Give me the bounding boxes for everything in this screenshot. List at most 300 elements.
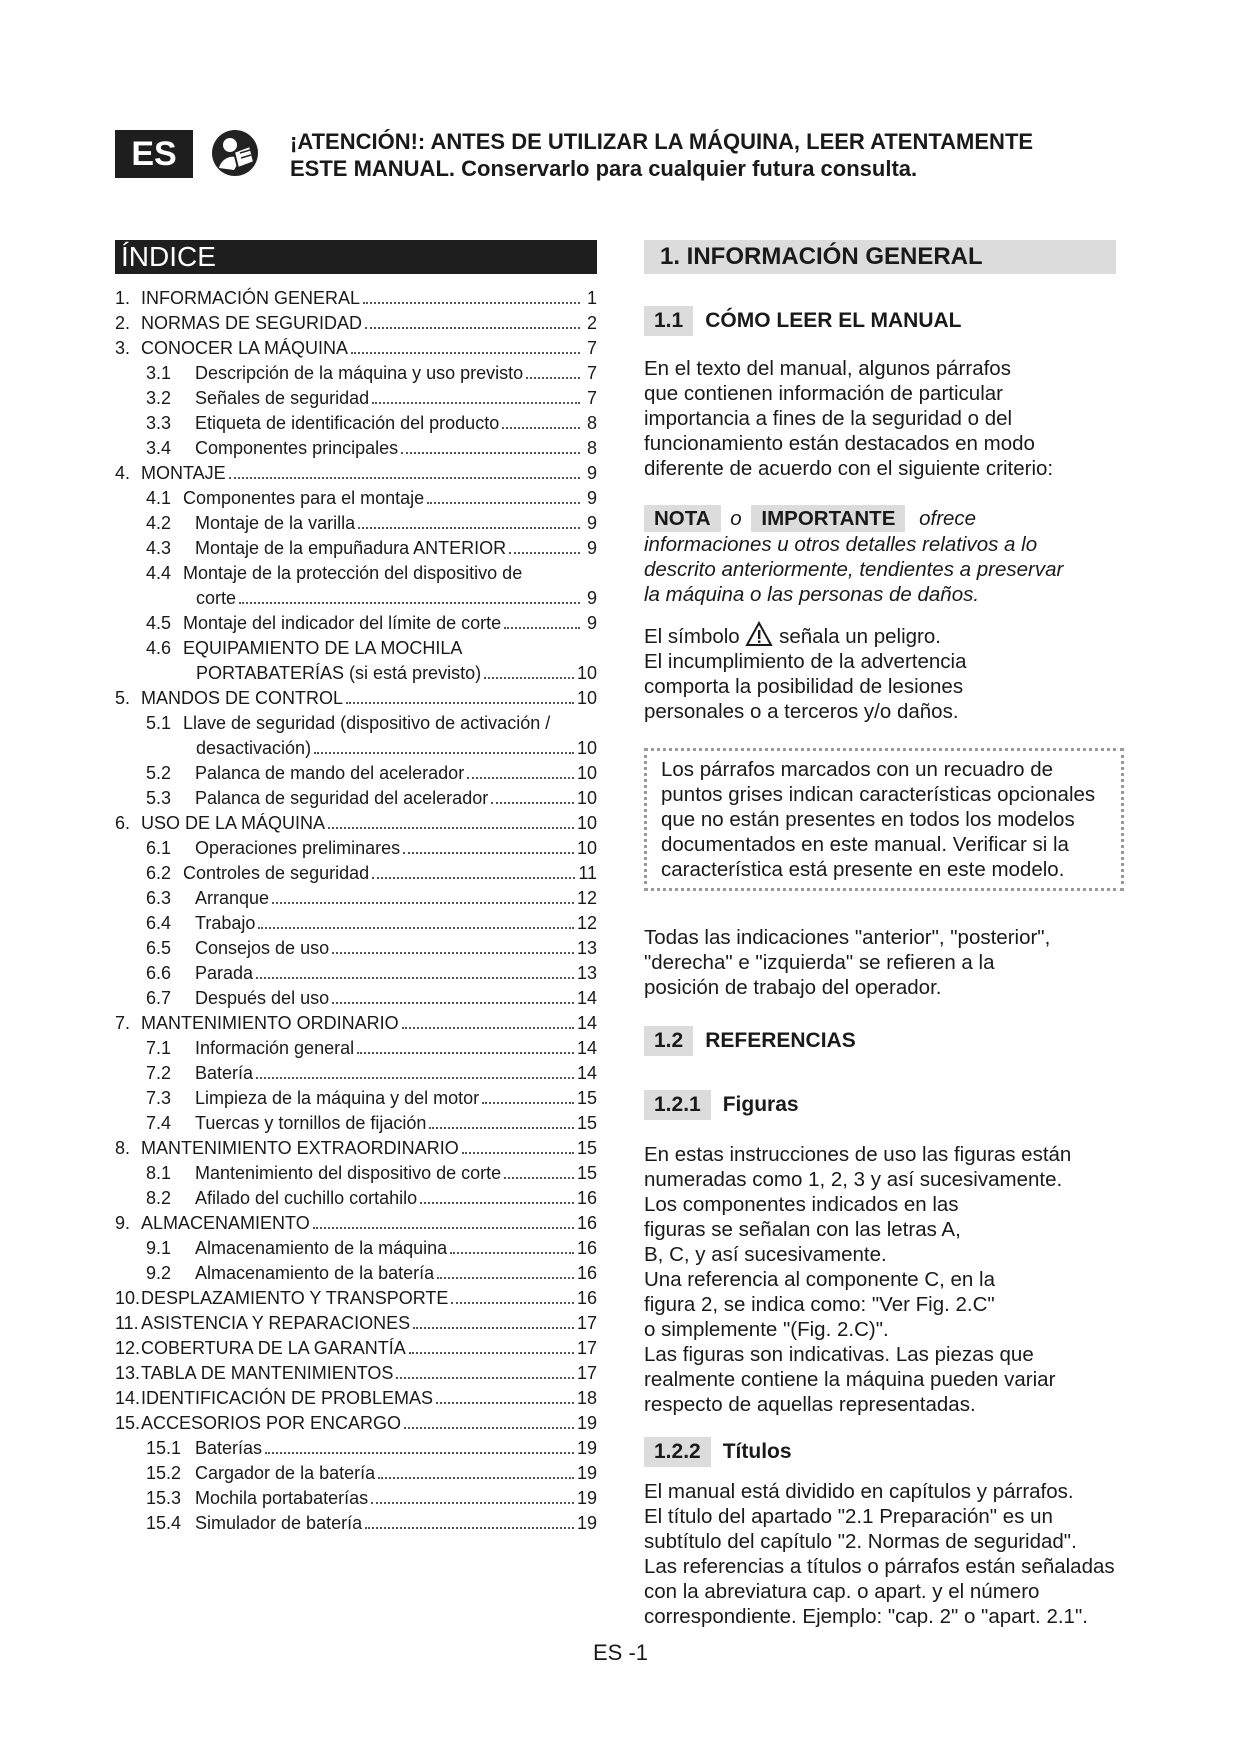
toc-entry-page: 10	[576, 838, 597, 858]
toc-entry	[115, 386, 597, 411]
toc-entry	[115, 1311, 597, 1336]
toc-leader-dots	[265, 1452, 574, 1454]
toc-entry	[115, 1036, 597, 1061]
toc-entry-page: 18	[576, 1388, 597, 1408]
toc-entry-number: 2.	[115, 313, 131, 333]
toc-entry-number: 9.2	[146, 1263, 172, 1283]
toc-leader-dots	[509, 552, 580, 554]
toc-leader-dots	[272, 902, 574, 904]
toc-entry-number: 6.3	[146, 888, 172, 908]
toc-entry-title: Consejos de uso	[195, 938, 330, 958]
toc-entry-page: 19	[576, 1438, 597, 1458]
toc-entry-page: 14	[576, 1038, 597, 1058]
toc-entry	[115, 1286, 597, 1311]
toc-entry-page: 14	[576, 988, 597, 1008]
subsection-title: Títulos	[722, 1440, 792, 1463]
important-tag: IMPORTANTE	[751, 505, 905, 532]
toc-entry-page: 17	[576, 1363, 597, 1383]
toc-entry-number: 5.2	[146, 763, 172, 783]
index-column	[115, 240, 597, 1536]
text-line: personales o a terceros y/o daños.	[644, 700, 959, 723]
toc-entry	[115, 1111, 597, 1136]
text-line: subtítulo del capítulo "2. Normas de seguridad".	[644, 1530, 1077, 1553]
text-line: o simplemente "(Fig. 2.C)".	[644, 1318, 889, 1341]
toc-entry	[115, 586, 597, 611]
toc-entry-page: 1	[586, 288, 597, 308]
toc-entry	[115, 286, 597, 311]
toc-entry-number: 15.2	[146, 1463, 182, 1483]
toc-leader-dots	[451, 1302, 574, 1304]
note-important-paragraph	[644, 505, 1124, 607]
text-line: El incumplimiento de la advertencia	[644, 650, 967, 673]
toc-leader-dots	[482, 1102, 574, 1104]
toc-entry-page: 14	[576, 1013, 597, 1033]
text-line: El título del apartado "2.1 Preparación" es un	[644, 1505, 1053, 1528]
toc-entry-page: 10	[576, 738, 597, 758]
toc-entry-title: MANTENIMIENTO EXTRAORDINARIO	[141, 1138, 459, 1158]
toc-entry-page: 15	[576, 1088, 597, 1108]
toc-entry-page: 14	[576, 1063, 597, 1083]
toc-entry-title: TABLA DE MANTENIMIENTOS	[141, 1363, 394, 1383]
toc-entry-number: 6.7	[146, 988, 172, 1008]
toc-entry	[115, 961, 597, 986]
toc-leader-dots	[491, 802, 574, 804]
figures-paragraph	[644, 1142, 1124, 1417]
toc-entry-page: 19	[576, 1413, 597, 1433]
text-line: figura 2, se indica como: "Ver Fig. 2.C"	[644, 1293, 995, 1316]
toc-entry	[115, 661, 597, 686]
toc-entry-title: Componentes principales	[195, 438, 399, 458]
toc-entry-number: 9.1	[146, 1238, 172, 1258]
toc-entry-page: 9	[586, 463, 597, 483]
toc-entry-page: 12	[576, 888, 597, 908]
toc-entry-title: Batería	[195, 1063, 254, 1083]
page-header	[115, 128, 1115, 188]
toc-leader-dots	[332, 952, 574, 954]
subsection-title: Figuras	[722, 1093, 799, 1116]
toc-entry-number: 4.6	[146, 638, 172, 658]
toc-entry	[115, 611, 597, 636]
toc-entry	[115, 1211, 597, 1236]
toc-entry-number: 7.4	[146, 1113, 172, 1133]
toc-entry-page: 17	[576, 1313, 597, 1333]
toc-entry-page: 7	[586, 363, 597, 383]
note-line: descrito anteriormente, tendientes a preservar	[644, 558, 1064, 581]
toc-entry	[115, 1511, 597, 1536]
toc-entry-page: 19	[576, 1513, 597, 1533]
toc-entry-page: 15	[576, 1113, 597, 1133]
toc-entry	[115, 511, 597, 536]
text-line: Todas las indicaciones "anterior", "posterior",	[644, 926, 1051, 949]
toc-entry-title: Arranque	[195, 888, 270, 908]
text-line: correspondiente. Ejemplo: "cap. 2" o "apart. 2.1".	[644, 1605, 1088, 1628]
toc-entry	[115, 1261, 597, 1286]
toc-leader-dots	[239, 602, 580, 604]
text-line: Los párrafos marcados con un recuadro de	[661, 758, 1054, 781]
toc-entry-page: 10	[576, 688, 597, 708]
toc-entry-title: Información general	[195, 1038, 355, 1058]
toc-leader-dots	[258, 927, 574, 929]
symbol-text-after: señala un peligro.	[779, 625, 941, 648]
toc-entry-page: 15	[576, 1138, 597, 1158]
toc-entry-title: Mochila portabaterías	[195, 1488, 369, 1508]
toc-entry	[115, 836, 597, 861]
toc-entry-title: Cargador de la batería	[195, 1463, 376, 1483]
toc-entry-title: NORMAS DE SEGURIDAD	[141, 313, 363, 333]
toc-entry-title: Montaje del indicador del límite de corte	[183, 613, 502, 633]
toc-entry	[115, 886, 597, 911]
toc-leader-dots	[437, 1277, 574, 1279]
toc-entry	[115, 786, 597, 811]
toc-leader-dots	[256, 977, 574, 979]
toc-entry	[115, 1061, 597, 1086]
toc-entry-number: 15.1	[146, 1438, 182, 1458]
text-line: El manual está dividido en capítulos y párrafos.	[644, 1480, 1074, 1503]
text-line: que contienen información de particular	[644, 382, 1003, 405]
toc-entry-title: Mantenimiento del dispositivo de corte	[195, 1163, 502, 1183]
toc-entry-title: Etiqueta de identificación del producto	[195, 413, 500, 433]
toc-leader-dots	[365, 1527, 574, 1529]
toc-entry-title: Palanca de mando del acelerador	[195, 763, 465, 783]
toc-entry-number: 14.	[115, 1388, 141, 1408]
toc-entry-page: 12	[576, 913, 597, 933]
toc-leader-dots	[526, 377, 580, 379]
toc-entry	[115, 1436, 597, 1461]
toc-entry	[115, 561, 597, 586]
toc-leader-dots	[378, 1477, 574, 1479]
toc-entry	[115, 1336, 597, 1361]
note-tag: NOTA	[644, 505, 721, 532]
how-to-read-paragraph	[644, 356, 1124, 481]
toc-entry	[115, 711, 597, 736]
text-line: comporta la posibilidad de lesiones	[644, 675, 964, 698]
toc-entry-number: 3.4	[146, 438, 172, 458]
toc-entry-number: 5.	[115, 688, 131, 708]
toc-entry	[115, 1361, 597, 1386]
toc-entry	[115, 361, 597, 386]
toc-entry-page: 10	[576, 813, 597, 833]
subsection-title: REFERENCIAS	[705, 1029, 856, 1052]
toc-entry-page: 9	[586, 538, 597, 558]
toc-entry-title: ACCESORIOS POR ENCARGO	[141, 1413, 402, 1433]
toc-entry	[115, 811, 597, 836]
symbol-text-before: El símbolo	[644, 625, 740, 648]
toc-entry-page: 7	[586, 338, 597, 358]
text-line: respecto de aquellas representadas.	[644, 1393, 976, 1416]
toc-entry-title: COBERTURA DE LA GARANTÍA	[141, 1338, 406, 1358]
index-title: ÍNDICE	[115, 240, 597, 274]
general-info-column	[644, 240, 1124, 1629]
toc-leader-dots	[467, 777, 574, 779]
text-line: B, C, y así sucesivamente.	[644, 1243, 887, 1266]
toc-entry-page: 10	[576, 788, 597, 808]
titles-paragraph	[644, 1479, 1124, 1629]
toc-entry-page: 10	[576, 663, 597, 683]
toc-entry-title: Montaje de la empuñadura ANTERIOR	[195, 538, 507, 558]
toc-entry-title: Almacenamiento de la batería	[195, 1263, 435, 1283]
toc-entry-page: 16	[576, 1188, 597, 1208]
toc-entry-title: PORTABATERÍAS (si está previsto)	[196, 663, 482, 683]
toc-entry-page: 19	[576, 1488, 597, 1508]
toc-entry	[115, 1411, 597, 1436]
toc-entry-number: 15.4	[146, 1513, 182, 1533]
toc-leader-dots	[403, 852, 574, 854]
toc-entry-number: 3.3	[146, 413, 172, 433]
text-line: importancia a fines de la seguridad o del	[644, 407, 1013, 430]
attention-notice	[290, 128, 1033, 182]
toc-entry	[115, 936, 597, 961]
toc-leader-dots	[504, 627, 580, 629]
toc-entry	[115, 311, 597, 336]
toc-entry-title: MANTENIMIENTO ORDINARIO	[141, 1013, 399, 1033]
toc-leader-dots	[357, 1052, 574, 1054]
toc-entry-number: 6.	[115, 813, 131, 833]
subsection-heading-1-2	[644, 1026, 1124, 1056]
toc-entry-title: Palanca de seguridad del acelerador	[195, 788, 489, 808]
toc-entry-number: 5.3	[146, 788, 172, 808]
toc-entry-number: 4.4	[146, 563, 172, 583]
toc-entry-page: 8	[586, 413, 597, 433]
text-line: posición de trabajo del operador.	[644, 976, 942, 999]
read-manual-icon	[210, 128, 260, 178]
text-line: "derecha" e "izquierda" se refieren a la	[644, 951, 995, 974]
subsection-number: 1.2.2	[644, 1437, 711, 1467]
toc-entry-title: Baterías	[195, 1438, 263, 1458]
toc-entry	[115, 1161, 597, 1186]
toc-entry-page: 15	[576, 1163, 597, 1183]
toc-entry-number: 3.2	[146, 388, 172, 408]
toc-entry-page: 19	[576, 1463, 597, 1483]
toc-leader-dots	[372, 877, 575, 879]
toc-entry-page: 16	[576, 1263, 597, 1283]
toc-entry-number: 12.	[115, 1338, 141, 1358]
text-line: característica está presente en este modelo.	[661, 858, 1065, 881]
toc-entry-number: 8.	[115, 1138, 131, 1158]
toc-entry-number: 6.6	[146, 963, 172, 983]
toc-entry-title: IDENTIFICACIÓN DE PROBLEMAS	[141, 1388, 434, 1408]
toc-leader-dots	[420, 1202, 574, 1204]
toc-entry-number: 13.	[115, 1363, 141, 1383]
toc-entry	[115, 1136, 597, 1161]
text-line: realmente contiene la máquina pueden variar	[644, 1368, 1056, 1391]
toc-entry-page: 9	[586, 588, 597, 608]
toc-entry-title: Tuercas y tornillos de fijación	[195, 1113, 427, 1133]
toc-leader-dots	[363, 302, 580, 304]
toc-entry	[115, 411, 597, 436]
toc-entry-title: Llave de seguridad (dispositivo de activación /	[183, 713, 551, 733]
toc-entry	[115, 1461, 597, 1486]
toc-entry-number: 7.1	[146, 1038, 172, 1058]
toc-entry-title: corte	[196, 588, 237, 608]
toc-entry	[115, 1011, 597, 1036]
toc-entry	[115, 736, 597, 761]
subsection-number: 1.2	[644, 1026, 693, 1056]
toc-entry	[115, 436, 597, 461]
toc-entry-title: ASISTENCIA Y REPARACIONES	[141, 1313, 411, 1333]
toc-entry-title: desactivación)	[196, 738, 312, 758]
toc-entry-title: MONTAJE	[141, 463, 226, 483]
toc-entry-title: Trabajo	[195, 913, 256, 933]
toc-entry-page: 16	[576, 1213, 597, 1233]
toc-entry-title: CONOCER LA MÁQUINA	[141, 338, 349, 358]
toc-entry-title: MANDOS DE CONTROL	[141, 688, 344, 708]
toc-entry-number: 5.1	[146, 713, 172, 733]
text-line: Una referencia al componente C, en la	[644, 1268, 995, 1291]
toc-entry-number: 7.	[115, 1013, 131, 1033]
toc-entry-title: USO DE LA MÁQUINA	[141, 813, 326, 833]
toc-entry-number: 4.3	[146, 538, 172, 558]
toc-entry-number: 6.4	[146, 913, 172, 933]
toc-leader-dots	[229, 477, 580, 479]
toc-leader-dots	[328, 827, 574, 829]
toc-entry	[115, 1386, 597, 1411]
toc-leader-dots	[404, 1427, 574, 1429]
toc-entry-number: 6.1	[146, 838, 172, 858]
toc-leader-dots	[351, 352, 580, 354]
table-of-contents	[115, 286, 597, 1536]
text-line: diferente de acuerdo con el siguiente criterio:	[644, 457, 1054, 480]
subsection-title: CÓMO LEER EL MANUAL	[705, 309, 962, 332]
toc-entry-page: 13	[576, 938, 597, 958]
toc-leader-dots	[427, 502, 580, 504]
toc-leader-dots	[365, 327, 580, 329]
toc-entry-number: 15.	[115, 1413, 141, 1433]
toc-entry-page: 13	[576, 963, 597, 983]
toc-entry-number: 1.	[115, 288, 131, 308]
toc-entry-title: EQUIPAMIENTO DE LA MOCHILA	[183, 638, 463, 658]
text-line: Las referencias a títulos o párrafos están señaladas	[644, 1555, 1115, 1578]
toc-entry-title: Señales de seguridad	[195, 388, 370, 408]
toc-entry-number: 4.1	[146, 488, 172, 508]
toc-entry-page: 9	[586, 513, 597, 533]
toc-leader-dots	[256, 1077, 574, 1079]
warning-triangle-icon	[745, 621, 773, 647]
toc-leader-dots	[371, 1502, 574, 1504]
toc-entry-page: 16	[576, 1288, 597, 1308]
toc-leader-dots	[413, 1327, 574, 1329]
toc-leader-dots	[402, 1027, 574, 1029]
subsection-heading-1-1	[644, 306, 1124, 336]
toc-entry-number: 8.2	[146, 1188, 172, 1208]
toc-entry-number: 4.5	[146, 613, 172, 633]
toc-leader-dots	[409, 1352, 574, 1354]
or-word: o	[730, 507, 742, 530]
note-line: informaciones u otros detalles relativos a lo	[644, 533, 1038, 556]
toc-entry-title: Controles de seguridad	[183, 863, 370, 883]
text-line: con la abreviatura cap. o apart. y el número	[644, 1580, 1040, 1603]
toc-entry-title: Después del uso	[195, 988, 330, 1008]
toc-entry-number: 11.	[115, 1313, 139, 1333]
toc-entry-title: Montaje de la varilla	[195, 513, 356, 533]
warning-symbol-paragraph	[644, 621, 1124, 724]
toc-leader-dots	[436, 1402, 574, 1404]
text-line: documentados en este manual. Verificar si la	[661, 833, 1069, 856]
toc-entry-title: DESPLAZAMIENTO Y TRANSPORTE	[141, 1288, 449, 1308]
toc-entry-title: Afilado del cuchillo cortahilo	[195, 1188, 418, 1208]
toc-entry	[115, 761, 597, 786]
subsection-number: 1.1	[644, 306, 693, 336]
toc-leader-dots	[372, 402, 580, 404]
toc-entry	[115, 986, 597, 1011]
toc-entry-number: 7.2	[146, 1063, 172, 1083]
toc-leader-dots	[484, 677, 574, 679]
text-line: Las figuras son indicativas. Las piezas que	[644, 1343, 1034, 1366]
toc-entry-title: Almacenamiento de la máquina	[195, 1238, 448, 1258]
text-line: funcionamiento están destacados en modo	[644, 432, 1035, 455]
text-line: figuras se señalan con las letras A,	[644, 1218, 961, 1241]
toc-entry	[115, 1186, 597, 1211]
toc-entry	[115, 1086, 597, 1111]
toc-entry-page: 10	[576, 763, 597, 783]
toc-entry-number: 4.2	[146, 513, 172, 533]
toc-entry	[115, 536, 597, 561]
toc-entry-number: 7.3	[146, 1088, 172, 1108]
toc-entry-page: 8	[586, 438, 597, 458]
toc-leader-dots	[462, 1152, 574, 1154]
toc-entry-page: 2	[586, 313, 597, 333]
toc-entry-number: 6.2	[146, 863, 172, 883]
text-line: puntos grises indican características opcionales	[661, 783, 1096, 806]
subsection-heading-1-2-1	[644, 1090, 1124, 1120]
page-number: ES -1	[592, 1640, 649, 1665]
toc-entry	[115, 911, 597, 936]
toc-entry	[115, 1486, 597, 1511]
section-title: 1. INFORMACIÓN GENERAL	[644, 240, 1116, 274]
toc-leader-dots	[401, 452, 580, 454]
toc-entry-number: 10.	[115, 1288, 141, 1308]
text-line: Los componentes indicados en las	[644, 1193, 959, 1216]
toc-entry	[115, 636, 597, 661]
toc-entry-number: 3.	[115, 338, 131, 358]
toc-leader-dots	[429, 1127, 574, 1129]
position-paragraph	[644, 925, 1124, 1000]
toc-leader-dots	[346, 702, 574, 704]
toc-entry-number: 6.5	[146, 938, 172, 958]
note-first-words: ofrece	[919, 507, 977, 530]
toc-entry	[115, 461, 597, 486]
toc-entry-page: 16	[576, 1238, 597, 1258]
toc-entry-page: 7	[586, 388, 597, 408]
attention-line-1: ¡ATENCIÓN!: ANTES DE UTILIZAR LA MÁQUINA, LEER ATENTAMENTE	[290, 129, 1034, 154]
attention-line-2: ESTE MANUAL. Conservarlo para cualquier futura consulta.	[290, 156, 918, 181]
optional-features-box	[644, 748, 1124, 891]
toc-entry-title: Componentes para el montaje	[183, 488, 425, 508]
toc-entry-title: Limpieza de la máquina y del motor	[195, 1088, 480, 1108]
toc-entry-page: 9	[586, 613, 597, 633]
toc-entry-number: 4.	[115, 463, 131, 483]
toc-entry-title: INFORMACIÓN GENERAL	[141, 288, 361, 308]
toc-entry-title: Parada	[195, 963, 254, 983]
toc-leader-dots	[332, 1002, 574, 1004]
toc-entry	[115, 861, 597, 886]
toc-entry-number: 9.	[115, 1213, 131, 1233]
toc-leader-dots	[504, 1177, 574, 1179]
toc-entry-title: Descripción de la máquina y uso previsto	[195, 363, 524, 383]
text-line: que no están presentes en todos los modelos	[661, 808, 1075, 831]
toc-entry	[115, 1236, 597, 1261]
toc-entry	[115, 686, 597, 711]
toc-entry-page: 9	[586, 488, 597, 508]
toc-entry-title: Montaje de la protección del dispositivo de	[183, 563, 523, 583]
toc-entry-number: 15.3	[146, 1488, 182, 1508]
toc-leader-dots	[358, 527, 580, 529]
toc-entry-page: 17	[576, 1338, 597, 1358]
toc-leader-dots	[396, 1377, 574, 1379]
toc-entry	[115, 336, 597, 361]
toc-leader-dots	[313, 1227, 574, 1229]
toc-entry	[115, 486, 597, 511]
text-line: En el texto del manual, algunos párrafos	[644, 357, 1011, 380]
